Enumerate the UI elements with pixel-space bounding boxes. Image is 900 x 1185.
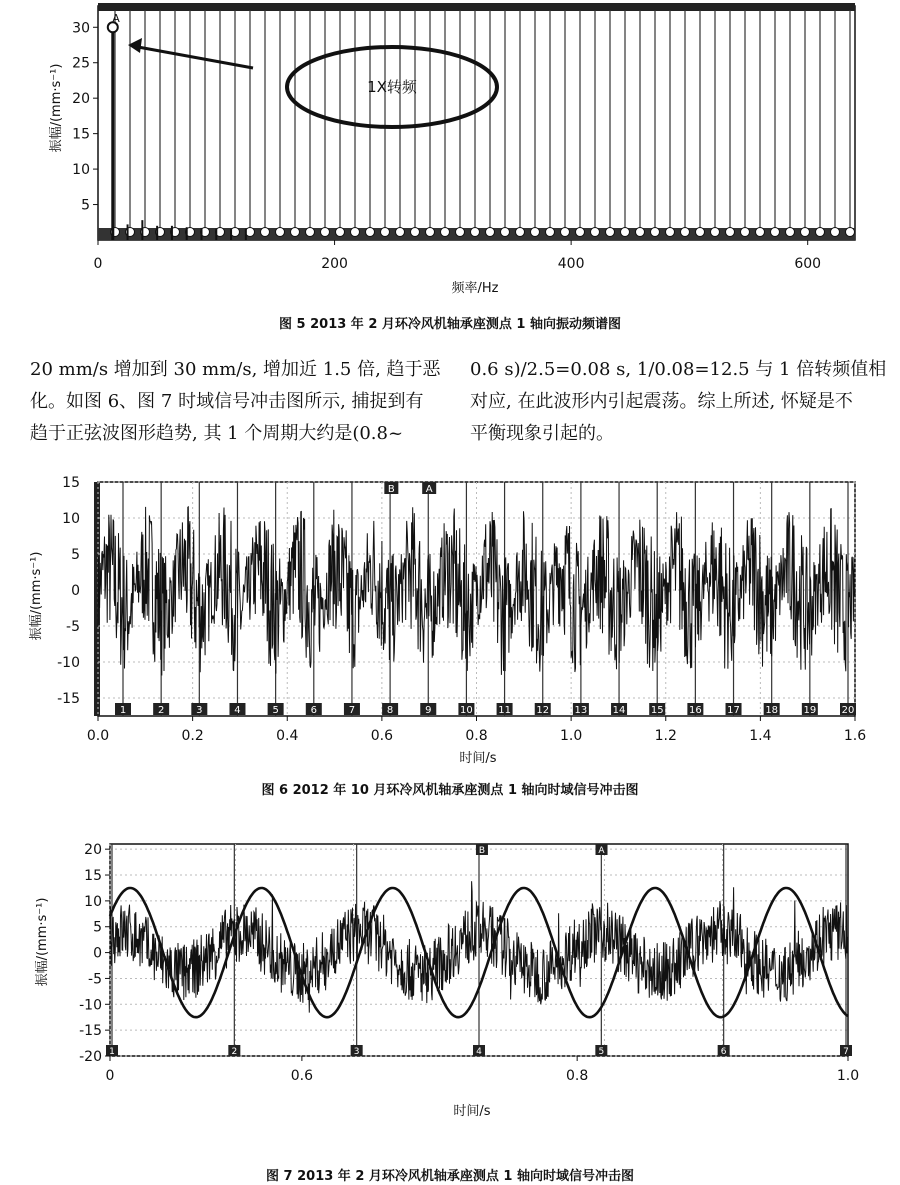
harmonic-marker [681, 228, 690, 237]
harmonic-marker [786, 228, 795, 237]
x-tick-label: 0 [105, 1068, 115, 1084]
impact-marker-label: 3 [196, 705, 203, 716]
x-tick-label: 200 [321, 256, 348, 272]
harmonic-marker [771, 228, 780, 237]
figure5-xlabel: 频率/Hz [451, 281, 499, 296]
harmonic-marker [516, 228, 525, 237]
impact-marker-label: 6 [720, 1047, 727, 1057]
harmonic-marker [816, 228, 825, 237]
harmonic-marker [531, 228, 540, 237]
text-line: 化。如图 6、图 7 时域信号冲击图所示, 捕捉到有 [30, 391, 424, 412]
harmonic-marker [606, 228, 615, 237]
body-text-left-column [30, 354, 441, 450]
plot-frame [98, 6, 855, 240]
harmonic-marker [306, 228, 315, 237]
harmonic-marker [546, 228, 555, 237]
impact-marker-label: 13 [574, 705, 588, 716]
y-tick-label: -15 [79, 1023, 102, 1040]
text-line: 平衡现象引起的。 [470, 423, 614, 444]
impact-marker-label: 1 [119, 705, 127, 716]
impact-marker-label: 5 [598, 1047, 605, 1057]
y-tick-label: 25 [72, 55, 90, 72]
y-tick-label: -5 [66, 619, 80, 635]
impact-marker-label: 8 [386, 705, 394, 716]
impact-marker-label: 2 [157, 705, 165, 716]
harmonic-marker [501, 228, 510, 237]
figure6-caption: 图 6 2012 年 10 月环冷风机轴承座测点 1 轴向时域信号冲击图 [261, 783, 639, 798]
harmonic-marker [651, 228, 660, 237]
figure7-caption: 图 7 2013 年 2 月环冷风机轴承座测点 1 轴向时域信号冲击图 [266, 1169, 634, 1184]
figure7-xlabel: 时间/s [453, 1104, 491, 1119]
impact-marker-label: 3 [353, 1047, 360, 1057]
y-tick-label: -5 [88, 971, 102, 988]
figure6-xlabel: 时间/s [459, 751, 497, 766]
x-tick-label: 1.0 [836, 1068, 860, 1084]
y-tick-label: 15 [62, 475, 80, 491]
x-tick-label: 0.4 [276, 728, 299, 744]
harmonic-marker [561, 228, 570, 237]
harmonic-marker [801, 228, 810, 237]
cursor-label: B [387, 484, 395, 495]
harmonic-marker [741, 228, 750, 237]
impact-marker-label: 4 [476, 1047, 482, 1057]
x-tick-label: 0.0 [86, 728, 110, 744]
y-tick-label: 5 [81, 197, 90, 214]
harmonic-marker [696, 228, 705, 237]
x-tick-label: 0.2 [181, 728, 204, 744]
harmonic-marker [831, 228, 840, 237]
harmonic-marker [576, 228, 585, 237]
impact-marker-label: 2 [231, 1047, 238, 1057]
harmonic-marker [261, 228, 270, 237]
figure6-ylabel: 振幅/(mm·s⁻¹) [29, 551, 44, 641]
harmonic-marker [411, 228, 420, 237]
impact-marker-label: 16 [689, 705, 702, 716]
impact-marker-label: 12 [536, 705, 550, 716]
impact-marker-label: 1 [109, 1047, 115, 1057]
harmonic-marker [276, 228, 285, 237]
top-band [98, 3, 855, 11]
impact-marker-label: 9 [425, 705, 432, 716]
impact-marker-label: 19 [803, 705, 817, 716]
y-tick-label: 20 [84, 842, 102, 859]
impact-marker-label: 7 [348, 705, 356, 716]
harmonic-marker [591, 228, 600, 237]
y-tick-label: -10 [57, 655, 80, 671]
body-text-right-column [470, 354, 886, 450]
harmonic-marker [756, 228, 765, 237]
harmonic-marker [621, 228, 630, 237]
harmonic-marker [366, 228, 375, 237]
x-tick-label: 0.8 [465, 728, 488, 744]
text-line: 0.6 s)/2.5=0.08 s, 1/0.08=12.5 与 1 倍转频值相 [470, 359, 887, 380]
x-tick-label: 1.0 [559, 728, 583, 744]
harmonic-marker [321, 228, 330, 237]
y-tick-label: 30 [72, 20, 90, 37]
impact-marker-label: 11 [498, 705, 511, 716]
x-tick-label: 0.6 [370, 728, 394, 744]
y-tick-label: 5 [71, 547, 80, 563]
y-tick-label: 0 [71, 583, 80, 599]
figure5-ylabel: 振幅/(mm·s⁻¹) [49, 63, 64, 153]
text-line: 对应, 在此波形内引起震荡。综上所述, 怀疑是不 [470, 391, 853, 412]
harmonic-marker [471, 228, 480, 237]
y-tick-label: 0 [93, 945, 102, 962]
harmonic-marker [441, 228, 450, 237]
impact-marker-label: 20 [841, 705, 855, 716]
impact-marker-label: 4 [234, 705, 241, 716]
harmonic-marker [711, 228, 720, 237]
impact-marker-label: 17 [727, 705, 740, 716]
x-tick-label: 0.6 [290, 1068, 314, 1084]
text-line: 20 mm/s 增加到 30 mm/s, 增加近 1.5 倍, 趋于恶 [30, 359, 441, 380]
x-tick-label: 0 [93, 256, 103, 272]
figure7-time-domain-chart [0, 830, 900, 1130]
figure6-time-domain-chart [0, 470, 900, 770]
x-tick-label: 600 [794, 256, 822, 272]
harmonic-marker [846, 228, 855, 237]
y-tick-label: 20 [72, 91, 90, 108]
harmonic-marker [381, 228, 390, 237]
harmonic-marker [666, 228, 675, 237]
x-tick-label: 400 [557, 256, 585, 272]
y-tick-label: -15 [57, 691, 80, 707]
impact-marker-label: 14 [612, 705, 626, 716]
figure7-ylabel: 振幅/(mm·s⁻¹) [35, 897, 50, 987]
annotation-text: 1X转频 [367, 78, 417, 96]
harmonic-marker [456, 228, 465, 237]
y-tick-label: 10 [62, 511, 80, 527]
harmonic-marker [336, 228, 345, 237]
text-line: 趋于正弦波图形趋势, 其 1 个周期大约是(0.8~ [30, 423, 404, 444]
x-tick-label: 1.4 [749, 728, 772, 744]
harmonic-marker [726, 228, 735, 237]
impact-marker-label: 6 [310, 705, 317, 716]
annotation-arrow [138, 47, 253, 68]
figure5-caption: 图 5 2013 年 2 月环冷风机轴承座测点 1 轴向振动频谱图 [279, 317, 621, 332]
harmonic-marker [636, 228, 645, 237]
x-tick-label: 1.6 [843, 728, 867, 744]
impact-marker-label: 18 [765, 705, 779, 716]
impact-marker-label: 15 [650, 705, 664, 716]
y-tick-label: 10 [72, 162, 90, 179]
figure5-spectrum-chart [0, 0, 900, 300]
cursor-label: B [478, 846, 486, 856]
harmonic-marker [396, 228, 405, 237]
y-tick-label: 5 [93, 919, 102, 936]
harmonic-marker [486, 228, 495, 237]
impact-marker-label: 7 [843, 1047, 849, 1057]
y-tick-label: 15 [72, 126, 90, 143]
harmonic-marker [426, 228, 435, 237]
harmonic-marker [291, 228, 300, 237]
cursor-label: A [598, 846, 605, 856]
x-tick-label: 1.2 [654, 728, 677, 744]
impact-marker-label: 5 [272, 705, 279, 716]
impact-marker-label: 10 [460, 705, 473, 716]
figure5-cursor-label: A [112, 12, 120, 25]
y-tick-label: -10 [79, 997, 102, 1014]
harmonic-marker [351, 228, 360, 237]
y-tick-label: 10 [84, 893, 102, 910]
x-tick-label: 0.8 [566, 1068, 589, 1084]
cursor-label: A [425, 484, 433, 495]
y-tick-label: -20 [79, 1049, 102, 1065]
y-tick-label: 15 [84, 868, 102, 885]
